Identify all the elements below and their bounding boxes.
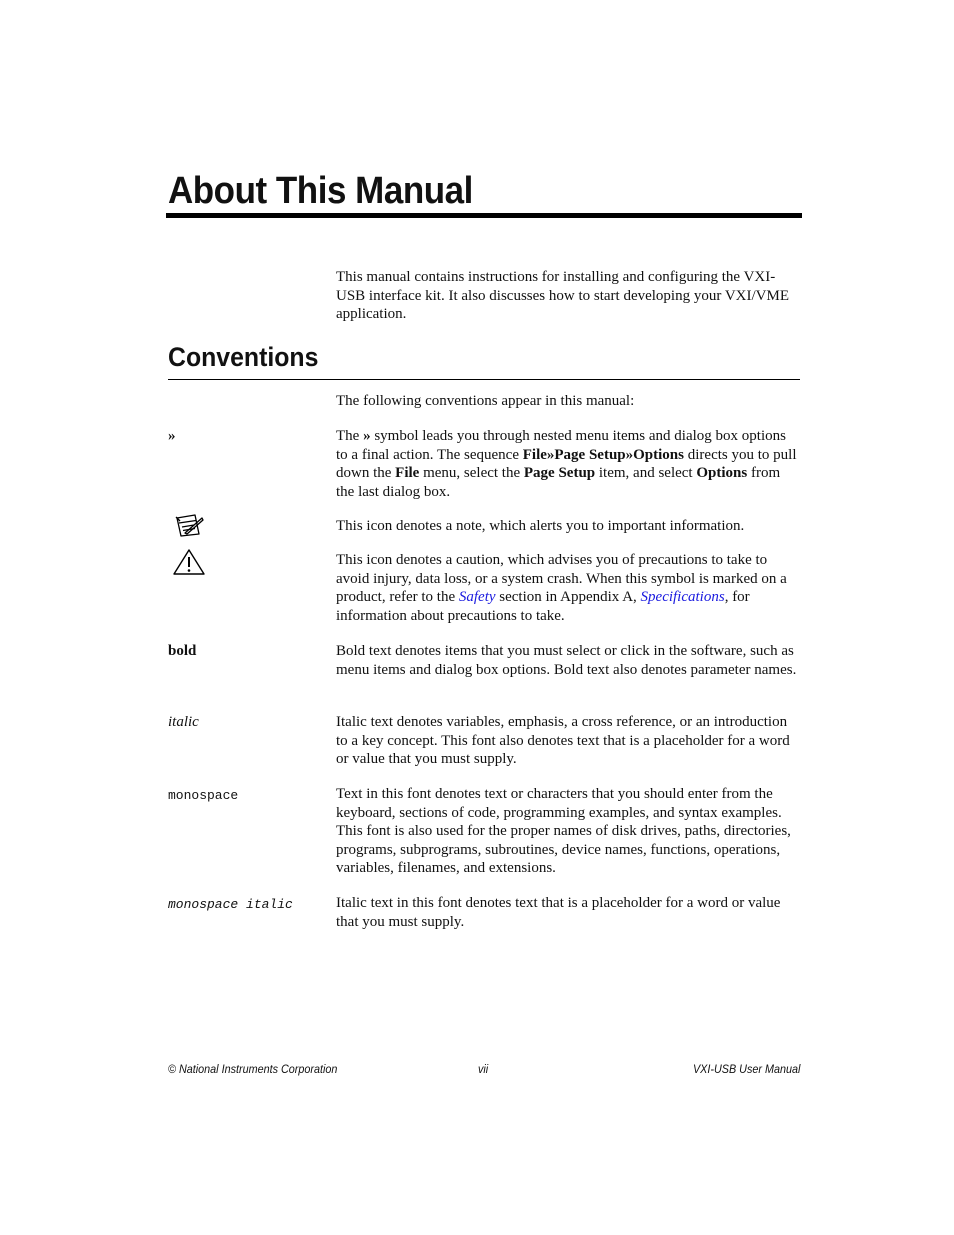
convention-desc-caution: This icon denotes a caution, which advises you of precautions to take to avoid injury, data loss, or a system crash. When this symbol is marked on a product, refer to the Safety section in Appendix A, Specifications, for information about precautions to take. <box>336 552 787 624</box>
caution-icon <box>172 548 206 581</box>
convention-desc-monospace: Text in this font denotes text or characters that you should enter from the keyboard, sections of code, programming examples, and syntax examples. This font is also used for the proper names of disk drives, paths, directories, programs, subprograms, subroutines, device names, functions, operations, variables, filenames, and extensions. <box>336 786 791 877</box>
convention-desc-bold: Bold text denotes items that you must select or click in the software, such as menu items and dialog box options. Bold text also denotes parameter names. <box>336 643 797 678</box>
specifications-link[interactable]: Specifications <box>640 589 725 606</box>
convention-desc-monospace-italic: Italic text in this font denotes text that is a placeholder for a word or value that you must supply. <box>336 895 781 930</box>
convention-term-symbol: » <box>168 428 176 444</box>
convention-term-bold: bold <box>168 643 197 659</box>
footer-copyright: © National Instruments Corporation <box>168 1062 338 1076</box>
title-rule <box>166 213 802 218</box>
convention-term-monospace: monospace <box>168 788 239 803</box>
page-title: About This Manual <box>168 170 473 212</box>
section-heading-conventions: Conventions <box>168 342 319 372</box>
section-rule <box>168 379 800 380</box>
convention-term-monospace-italic: monospace italic <box>168 897 293 912</box>
convention-desc-symbol: The » symbol leads you through nested menu items and dialog box options to a final action. The sequence File»Page Setup»Options directs you to pull down the File menu, select the Page Setup item, and select Options from the last dialog box. <box>336 428 797 500</box>
convention-desc-italic: Italic text denotes variables, emphasis, a cross reference, or an introduction to a key concept. This font also denotes text that is a placeholder for a word or value that you must supply. <box>336 714 790 768</box>
convention-term-italic: italic <box>168 714 199 730</box>
footer-page-number: vii <box>478 1062 489 1076</box>
convention-desc-note: This icon denotes a note, which alerts you to important information. <box>336 518 745 534</box>
footer-manual-title: VXI-USB User Manual <box>692 1062 800 1076</box>
intro-paragraph: This manual contains instructions for installing and configuring the VXI-USB interface kit. It also discusses how to start developing your VXI/VME application. <box>336 269 789 323</box>
conventions-lead: The following conventions appear in this manual: <box>336 393 635 409</box>
safety-link[interactable]: Safety <box>458 589 496 606</box>
note-icon <box>172 513 204 544</box>
